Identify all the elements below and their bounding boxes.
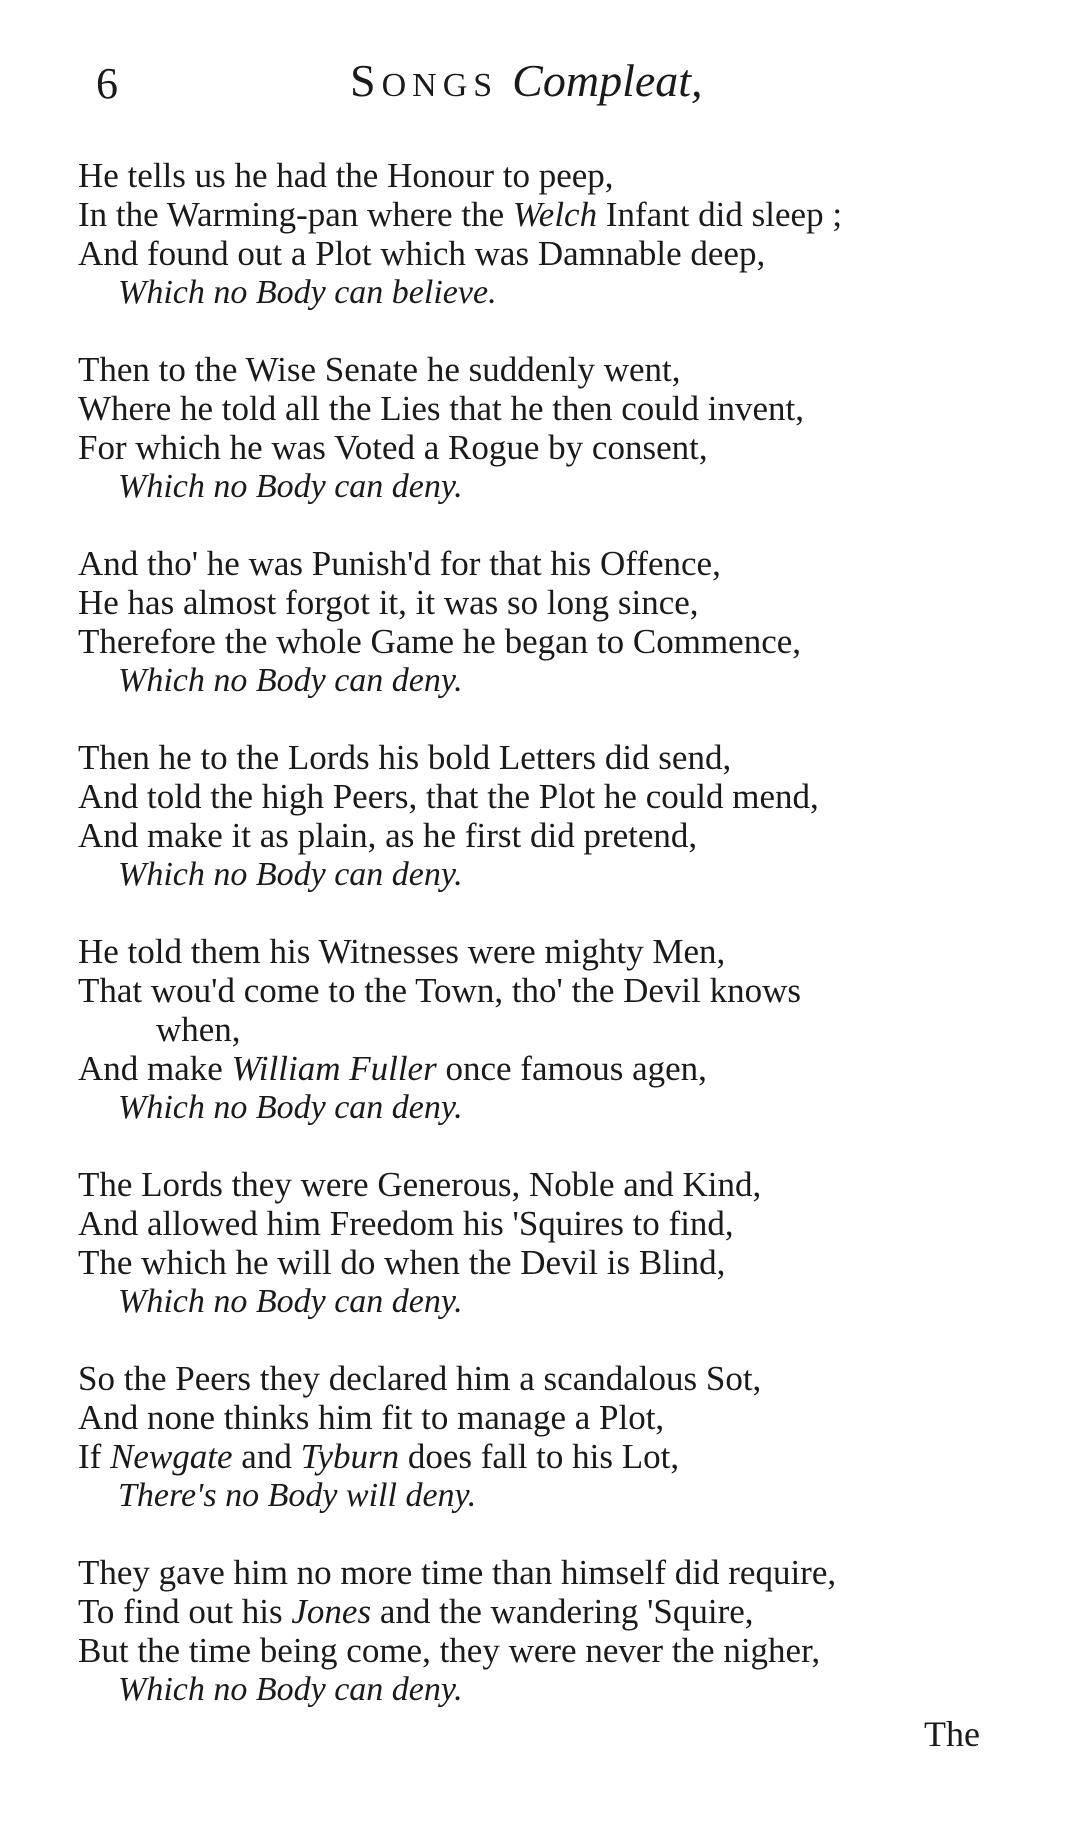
stanza-line: That wou'd come to the Town, tho' the Devil knows — [78, 971, 802, 1010]
line-text: once famous agen, — [436, 1049, 707, 1088]
line-text: Infant did sleep ; — [597, 195, 843, 234]
italic-name: Tyburn — [300, 1437, 400, 1476]
refrain: Which no Body can deny. — [118, 1671, 463, 1708]
stanza-5 — [78, 932, 1038, 1127]
refrain: Which no Body can deny. — [118, 468, 463, 505]
stanza-line — [78, 1437, 1038, 1476]
catchword: The — [924, 1714, 980, 1754]
running-head-initial: S — [350, 55, 382, 106]
refrain: Which no Body can believe. — [118, 274, 497, 311]
stanza-line: And make it as plain, as he first did pretend, — [78, 816, 698, 855]
stanza-line: And told the high Peers, that the Plot he could mend, — [78, 777, 819, 816]
stanza-8 — [78, 1553, 1038, 1709]
running-head — [350, 55, 703, 106]
stanza-line: So the Peers they declared him a scandalous Sot, — [78, 1359, 762, 1398]
stanza-line — [78, 195, 1038, 234]
running-head-rest: ONGS — [381, 67, 499, 104]
stanza-2 — [78, 350, 1038, 506]
stanza-1 — [78, 156, 1038, 312]
stanza-line: The which he will do when the Devil is Blind, — [78, 1243, 726, 1282]
stanza-line: Therefore the whole Game he began to Commence, — [78, 622, 802, 661]
stanza-line: He told them his Witnesses were mighty Men, — [78, 932, 726, 971]
stanza-line: Then he to the Lords his bold Letters did send, — [78, 738, 732, 777]
line-text: And make — [78, 1049, 232, 1088]
stanza-line: And none thinks him fit to manage a Plot, — [78, 1398, 665, 1437]
refrain: Which no Body can deny. — [118, 1283, 463, 1320]
line-text: To find out his — [78, 1592, 292, 1631]
line-text: and — [232, 1437, 301, 1476]
refrain: Which no Body can deny. — [118, 856, 463, 893]
poem — [78, 156, 1038, 1747]
stanza-line: Then to the Wise Senate he suddenly went, — [78, 350, 681, 389]
stanza-line: For which he was Voted a Rogue by consent, — [78, 428, 708, 467]
stanza-line: And allowed him Freedom his 'Squires to find, — [78, 1204, 734, 1243]
refrain: Which no Body can deny. — [118, 662, 463, 699]
italic-name: Jones — [291, 1592, 372, 1631]
italic-name: Newgate — [110, 1437, 233, 1476]
italic-name: William Fuller — [231, 1049, 437, 1088]
stanza-line: He has almost forgot it, it was so long since, — [78, 583, 699, 622]
line-text: If — [78, 1437, 111, 1476]
stanza-7 — [78, 1359, 1038, 1515]
stanza-3 — [78, 544, 1038, 700]
stanza-line: They gave him no more time than himself did require, — [78, 1553, 837, 1592]
stanza-line — [78, 1049, 1038, 1088]
line-text: and the wandering 'Squire, — [371, 1592, 754, 1631]
stanza-line: The Lords they were Generous, Noble and Kind, — [78, 1165, 762, 1204]
stanza-line-continuation: when, — [156, 1010, 241, 1049]
line-text: In the Warming-pan where the — [78, 195, 513, 234]
page-number: 6 — [96, 59, 118, 108]
stanza-6 — [78, 1165, 1038, 1321]
stanza-line: He tells us he had the Honour to peep, — [78, 156, 614, 195]
stanza-line: But the time being come, they were never the nigher, — [78, 1631, 821, 1670]
refrain: There's no Body will deny. — [118, 1477, 477, 1514]
stanza-line — [78, 1592, 1038, 1631]
stanza-line: Where he told all the Lies that he then could invent, — [78, 389, 805, 428]
stanza-line: And tho' he was Punish'd for that his Offence, — [78, 544, 721, 583]
stanza-line: And found out a Plot which was Damnable deep, — [78, 234, 766, 273]
refrain: Which no Body can deny. — [118, 1089, 463, 1126]
running-head-smallcaps — [350, 55, 498, 106]
stanza-4 — [78, 738, 1038, 894]
line-text: does fall to his Lot, — [399, 1437, 680, 1476]
running-head-italic: Compleat, — [512, 55, 703, 106]
italic-name: Welch — [512, 195, 598, 234]
